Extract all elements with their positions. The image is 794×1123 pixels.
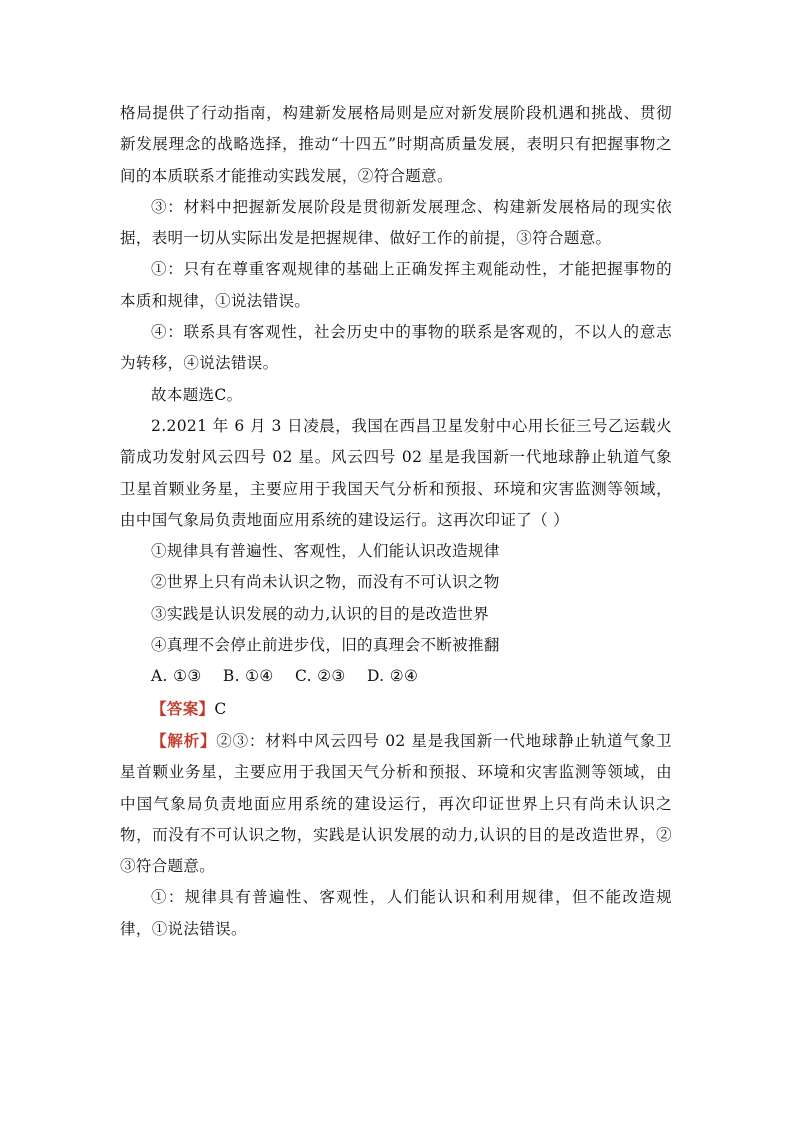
answer-label: 【答案】 [151,698,215,718]
answer-choices [120,661,672,692]
question-item-1: ①规律具有普遍性、客观性，人们能认识改造规律 [151,542,500,561]
choice-d: D. ②④ [366,667,419,686]
paragraph-point-3: ③：材料中把握新发展阶段是贯彻新发展理念、构建新发展格局的现实依据，表明一切从实际出发是把握规律、做好工作的前提，③符合题意。 [120,197,672,248]
analysis-label: 【解析】 [151,730,217,750]
question-item-2: ②世界上只有尚未认识之物，而没有不可认识之物 [151,573,500,592]
choice-c: C. ②③ [294,667,346,686]
question-item-3: ③实践是认识发展的动力,认识的目的是改造世界 [151,604,490,623]
answer-value: C [214,699,227,718]
paragraph-point-1: ①：只有在尊重客观规律的基础上正确发挥主观能动性，才能把握事物的本质和规律，①说法错误。 [120,260,672,310]
analysis-paragraph [120,725,672,882]
analysis-text: ②③：材料中风云四号 02 星是我国新一代地球静止轨道气象卫星首颗业务星，主要应用于我国天气分析和预报、环境和灾害监测等领域，由中国气象局负责地面应用系统的建设运行，再次印证世界上只有尚未认识之物，而没有不可认识之物，实践是认识发展的动力,认识的目的是改造世界，②③符合题意。 [120,731,672,876]
choice-b: B. ①④ [222,667,274,686]
analysis-extra: ①：规律具有普遍性、客观性，人们能认识和利用规律，但不能改造规律，①说法错误。 [120,888,672,938]
answer-line [120,693,672,725]
paragraph-conclusion: 故本题选C。 [151,385,243,404]
choice-a: A. ①③ [151,667,202,686]
paragraph-continuation: 格局提供了行动指南，构建新发展格局则是应对新发展阶段机遇和挑战、贯彻新发展理念的战略选择，推动“十四五”时期高质量发展，表明只有把握事物之间的本质联系才能推动实践发展，②符合题意。 [120,104,672,185]
question-stem: 2.2021 年 6 月 3 日凌晨，我国在西昌卫星发射中心用长征三号乙运载火箭成功发射风云四号 02 星。风云四号 02 星是我国新一代地球静止轨道气象卫星首颗业务星，主要应用于我国天气分析和预报、环境和灾害监测等领域，由中国气象局负责地面应用系统的建设运行。这再次印证了（ ） [120,416,672,529]
question-item-4: ④真理不会停止前进步伐，旧的真理会不断被推翻 [151,636,500,655]
paragraph-point-4: ④：联系具有客观性，社会历史中的事物的联系是客观的，不以人的意志为转移，④说法错误。 [120,323,672,373]
